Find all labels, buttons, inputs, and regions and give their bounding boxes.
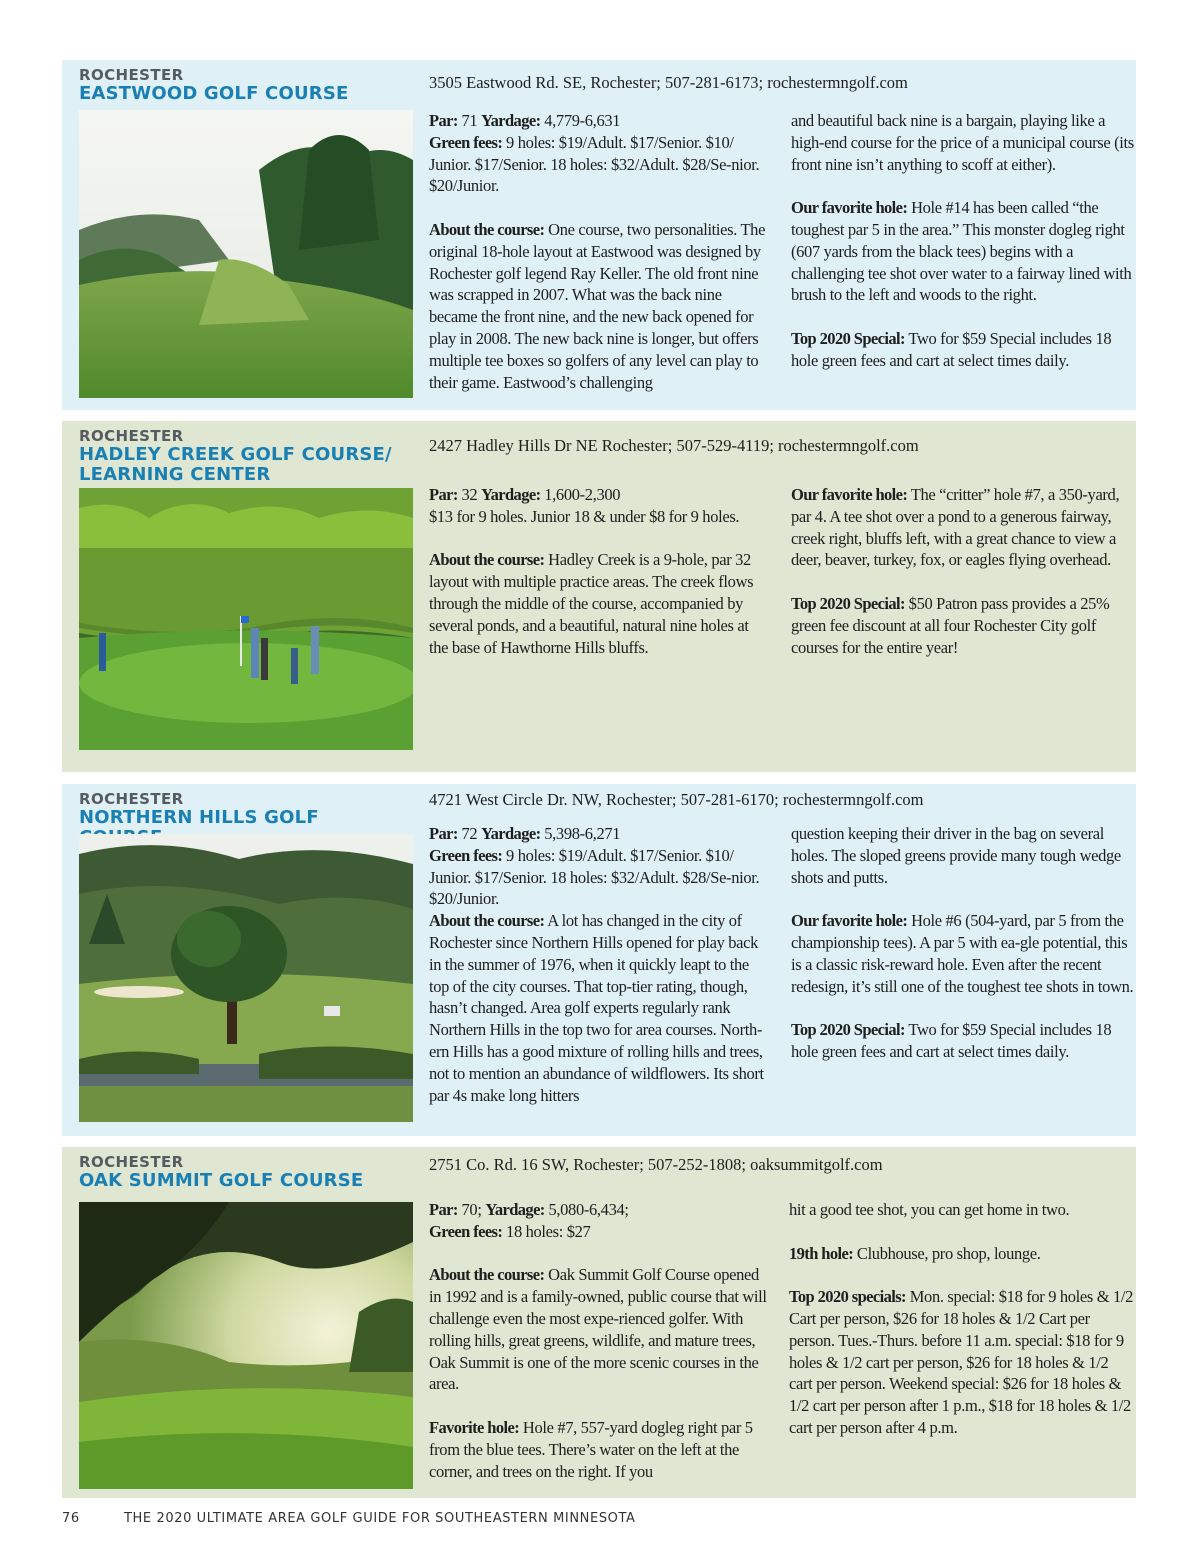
nineteenth-hole-text: Clubhouse, pro shop, lounge. — [853, 1243, 1041, 1263]
course-details-col2 — [791, 110, 1136, 372]
course-name: OAK SUMMIT GOLF COURSE — [79, 1170, 364, 1191]
course-photo-oak-summit — [79, 1202, 413, 1489]
course-city: ROCHESTER — [79, 66, 184, 84]
about-text-continued: and beautiful back nine is a bargain, playing like a high-end course for the price of a municipal course (its front nine isn’t anything to scoff at either). — [791, 111, 1134, 174]
course-city: ROCHESTER — [79, 427, 184, 445]
favorite-hole-text: Hole #6 (504-yard, par 5 from the championship tees). A par 5 with ea-gle potential, this is a classic risk-reward hole. Even after the recent redesign, it’s still one of the toughest tee shots in town. — [791, 911, 1134, 996]
special-label: Top 2020 Special: — [791, 593, 905, 613]
course-card-oak-summit — [62, 1147, 1136, 1498]
fees-value: 9 holes: $19/Adult. $17/Senior. $10/ Junior. $17/Senior. 18 holes: $32/Adult. $28/Se-nior. $20/Junior. — [429, 845, 760, 909]
course-photo-northern-hills — [79, 834, 413, 1122]
special-text: Two for $59 Special includes 18 hole green fees and cart at select times daily. — [791, 328, 1112, 370]
favorite-hole-label: Our favorite hole: — [791, 911, 908, 931]
course-details-col1 — [429, 1199, 769, 1482]
course-address: 2427 Hadley Hills Dr NE Rochester; 507-529-4119; rochestermngolf.com — [429, 436, 919, 455]
special-label: Top 2020 Special: — [791, 1020, 905, 1040]
course-address: 4721 West Circle Dr. NW, Rochester; 507-281-6170; rochestermngolf.com — [429, 790, 924, 809]
favorite-hole-text: Hole #14 has been called “the toughest par 5 in the area.” This monster dogleg right (607 yards from the black tees) begins with a challenging tee shot over water to a fairway lined with brush to the left and woods to the right. — [791, 198, 1132, 305]
yardage-label: Yardage: — [485, 1200, 545, 1219]
par-label: Par: — [429, 824, 458, 843]
course-city: ROCHESTER — [79, 790, 184, 808]
favorite-hole-text: The “critter” hole #7, a 350-yard, par 4. A tee shot over a pond to a generous fairway, creek right, bluffs left, with a great chance to view a deer, beaver, turkey, fox, or eagles flying overhead. — [791, 485, 1120, 570]
about-text: A lot has changed in the city of Rochester since Northern Hills opened for play back in the summer of 1976, when it quickly leapt to the top of the city courses. That top-tier rating, though, hasn’t changed. Area golf experts regularly rank Northern Hills in the top two for area courses. North-ern Hills has a good mixture of rolling hills and trees, not to mention an abundance of wildflowers. Its short par 4s make long hitters — [429, 911, 764, 1105]
yardage-value: 1,600-2,300 — [540, 485, 621, 504]
par-value: 32 — [457, 485, 482, 504]
yardage-label: Yardage: — [481, 111, 541, 130]
about-label: About the course: — [429, 550, 545, 570]
yardage-value: 4,779-6,631 — [540, 111, 621, 130]
about-text: Oak Summit Golf Course opened in 1992 and is a family-owned, public course that will challenge even the most expe-rienced golfer. With rolling hills, great greens, wildlife, and mature trees, Oak Summit is one of the more scenic courses in the area. — [429, 1265, 767, 1394]
course-details-col1 — [429, 484, 769, 658]
guide-title: THE 2020 ULTIMATE AREA GOLF GUIDE FOR SOUTHEASTERN MINNESOTA — [124, 1511, 636, 1526]
course-name: EASTWOOD GOLF COURSE — [79, 83, 349, 104]
special-text: Mon. special: $18 for 9 holes & 1/2 Cart per person, $26 for 18 holes & 1/2 Cart per person. Tues.-Thurs. before 11 a.m. special: $18 for 9 holes & 1/2 cart per person, $26 for 18 holes & 1/2 cart per person. Weekend special: $26 for 18 holes & 1/2 cart per person after 1 p.m., $18 for 18 holes & 1/2 cart per person after 4 p.m. — [789, 1287, 1134, 1437]
about-label: About the course: — [429, 911, 545, 931]
par-label: Par: — [429, 1200, 458, 1219]
par-label: Par: — [429, 111, 458, 130]
course-card-northern-hills — [62, 784, 1136, 1136]
course-card-hadley-creek — [62, 421, 1136, 772]
fees-value: 18 holes: $27 — [502, 1221, 591, 1241]
par-value: 72 — [457, 824, 482, 843]
about-text-continued: question keeping their driver in the bag on several holes. The sloped greens provide many tough wedge shots and putts. — [791, 824, 1121, 887]
course-details-col2 — [791, 823, 1136, 1063]
page-number: 76 — [62, 1511, 80, 1526]
par-value: 70; — [457, 1200, 486, 1219]
favorite-hole-label: Our favorite hole: — [791, 485, 908, 504]
course-details-col2 — [789, 1199, 1134, 1439]
yardage-label: Yardage: — [481, 485, 541, 504]
course-photo-hadley-creek — [79, 488, 413, 750]
fees-label: Green fees: — [429, 845, 503, 865]
nineteenth-hole-label: 19th hole: — [789, 1243, 854, 1263]
about-text: One course, two personalities. The original 18-hole layout at Eastwood was designed by Rochester golf legend Ray Keller. The old front nine was scrapped in 2007. What was the back nine became the front nine, and the new back opened for play in 2008. The new back nine is longer, but offers multiple tee boxes so golfers of any level can play to their game. Eastwood’s challenging — [429, 219, 766, 392]
favorite-hole-label: Our favorite hole: — [791, 198, 908, 218]
fees-label: Green fees: — [429, 132, 503, 152]
yardage-label: Yardage: — [481, 824, 541, 843]
special-label: Top 2020 specials: — [789, 1287, 906, 1307]
favorite-hole-label: Favorite hole: — [429, 1417, 520, 1437]
fees-value: 9 holes: $19/Adult. $17/Senior. $10/ Junior. $17/Senior. 18 holes: $32/Adult. $28/Se-nior. $20/Junior. — [429, 132, 760, 196]
course-details-col1 — [429, 823, 769, 1106]
course-details-col2 — [791, 484, 1136, 658]
about-label: About the course: — [429, 219, 545, 239]
special-text: Two for $59 Special includes 18 hole green fees and cart at select times daily. — [791, 1020, 1112, 1061]
course-city: ROCHESTER — [79, 1153, 184, 1171]
yardage-value: 5,398-6,271 — [540, 824, 621, 843]
course-address: 2751 Co. Rd. 16 SW, Rochester; 507-252-1808; oaksummitgolf.com — [429, 1155, 883, 1174]
course-card-eastwood — [62, 60, 1136, 410]
par-value: 71 — [457, 111, 482, 130]
course-address: 3505 Eastwood Rd. SE, Rochester; 507-281-6173; rochestermngolf.com — [429, 73, 908, 92]
course-name: NORTHERN HILLS GOLF — [79, 807, 319, 828]
favorite-hole-text: Hole #7, 557-yard dogleg right par 5 from the blue tees. There’s water on the left at the corner, and trees on the right. If you — [429, 1417, 753, 1481]
about-label: About the course: — [429, 1265, 545, 1285]
par-label: Par: — [429, 485, 458, 504]
course-details-col1 — [429, 110, 769, 393]
course-photo-eastwood — [79, 110, 413, 398]
course-name: HADLEY CREEK GOLF COURSE/ LEARNING CENTER — [79, 444, 392, 485]
special-text: $50 Patron pass provides a 25% green fee discount at all four Rochester City golf courses for the entire year! — [791, 593, 1110, 657]
yardage-value: 5,080-6,434; — [544, 1200, 629, 1219]
about-text: Hadley Creek is a 9-hole, par 32 layout with multiple practice areas. The creek flows through the middle of the course, accompanied by several ponds, and a beautiful, natural nine holes at the base of Hawthorne Hills bluffs. — [429, 550, 754, 657]
fees-value: $13 for 9 holes. Junior 18 & under $8 for 9 holes. — [429, 506, 740, 526]
favorite-hole-text-continued: hit a good tee shot, you can get home in two. — [789, 1200, 1070, 1219]
special-label: Top 2020 Special: — [791, 328, 905, 348]
fees-label: Green fees: — [429, 1221, 503, 1241]
